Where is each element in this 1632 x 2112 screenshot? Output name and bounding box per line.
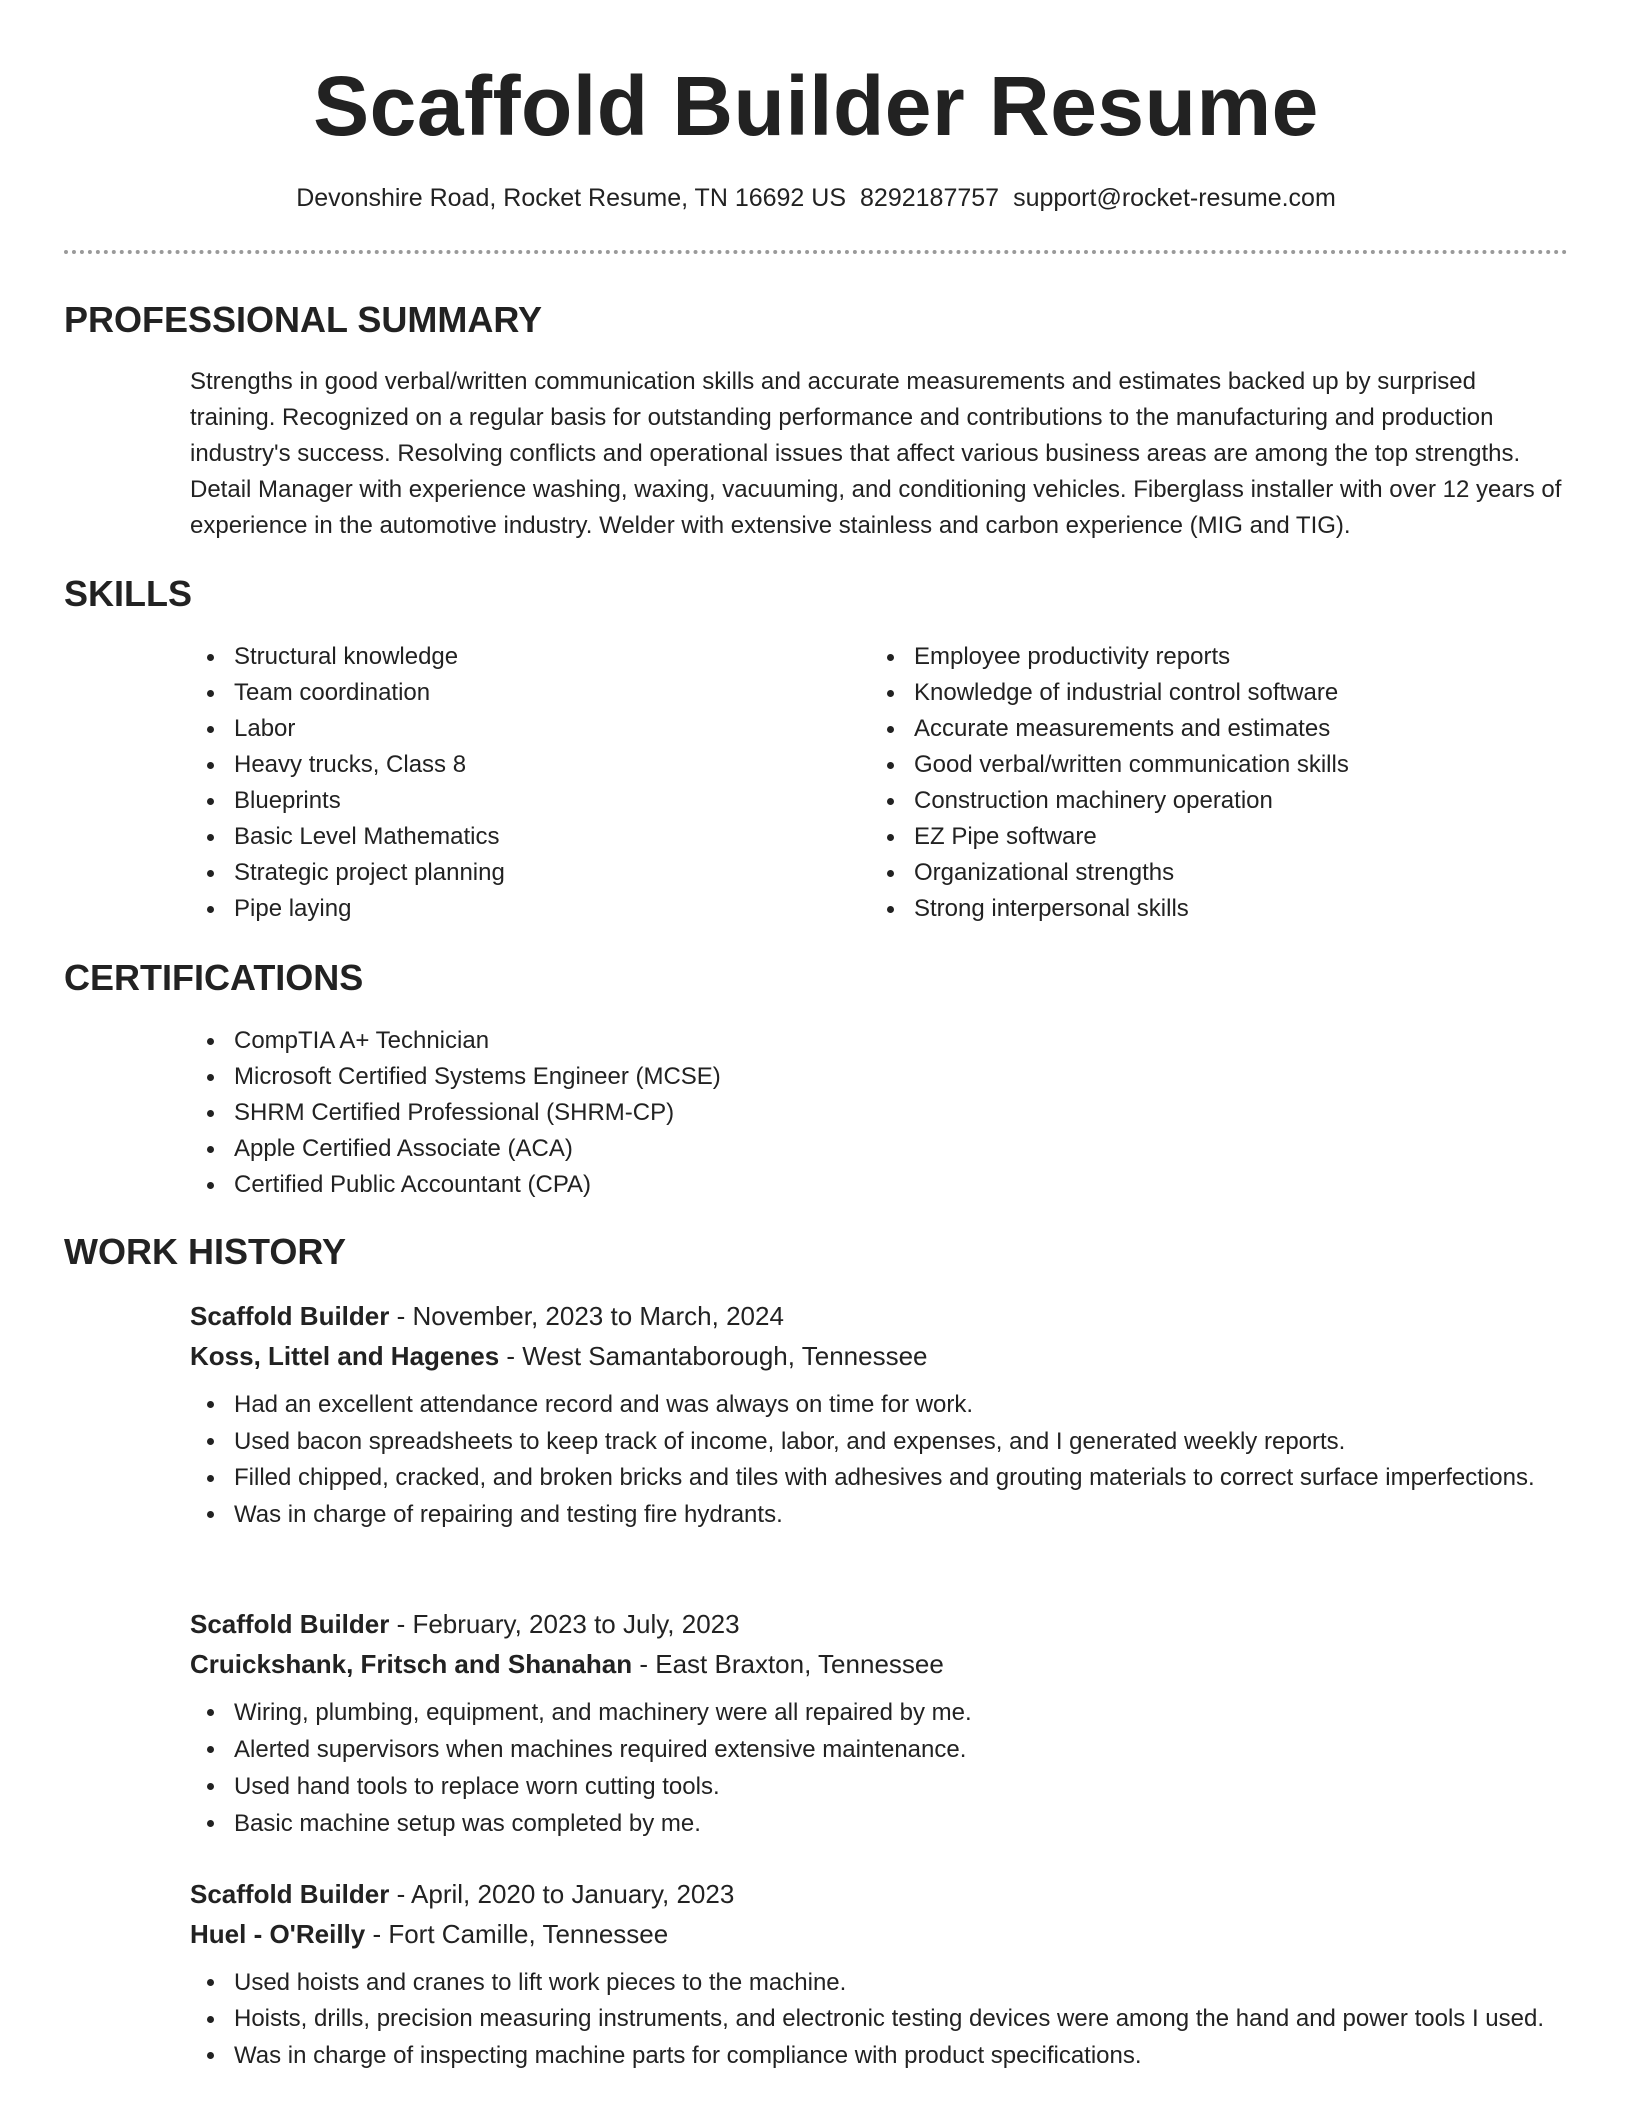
duty-item: Basic machine setup was completed by me. [234,1805,1568,1842]
job-role-line [190,1296,1568,1336]
job-location: - West Samantaborough, Tennessee [499,1341,928,1371]
duty-item: Was in charge of inspecting machine parts for compliance with product specifications. [234,2037,1568,2074]
duty-item: Used hoists and cranes to lift work pieces to the machine. [234,1964,1568,2001]
job-role-line [190,1874,1568,1914]
job-role-line [190,1604,1568,1644]
job-role: Scaffold Builder [190,1609,390,1639]
contact-phone: 8292187757 [860,184,1000,212]
job-role: Scaffold Builder [190,1879,390,1909]
duty-item: Hoists, drills, precision measuring instruments, and electronic testing devices were among the hand and power tools I used. [234,2001,1568,2037]
job-duties [190,1386,1568,1533]
skill-item: Structural knowledge [234,639,505,675]
certification-item: CompTIA A+ Technician [234,1023,721,1059]
job-location: - Fort Camille, Tennessee [365,1919,669,1949]
skill-item: Employee productivity reports [914,639,1349,675]
skill-item: Accurate measurements and estimates [914,711,1349,747]
job-entry [190,1604,1568,1842]
section-title-work-history: WORK HISTORY [64,1231,347,1272]
section-title-skills: SKILLS [64,573,193,614]
job-dates: - November, 2023 to March, 2024 [389,1301,784,1331]
section-title-summary: PROFESSIONAL SUMMARY [64,299,543,340]
job-company-line [190,1644,1568,1684]
skill-item: Heavy trucks, Class 8 [234,747,505,783]
job-company-line [190,1336,1568,1376]
job-duties [190,1694,1568,1842]
job-entry [190,1874,1568,2074]
skill-item: EZ Pipe software [914,819,1349,855]
job-location: - East Braxton, Tennessee [632,1649,944,1679]
skill-item: Organizational strengths [914,855,1349,891]
contact-address: Devonshire Road, Rocket Resume, TN 16692 US [296,184,847,212]
contact-email: support@rocket-resume.com [1013,184,1336,212]
summary-text: Strengths in good verbal/written communication skills and accurate measurements and estimates backed up by surprised training. Recognized on a regular basis for outstanding performance and contributions to the manufacturing and production industry's success. Resolving conflicts and operational issues that affect various business areas are among the top strengths. Detail Manager with experience washing, waxing, vacuuming, and conditioning vehicles. Fiberglass installer with over 12 years of experience in the automotive industry. Welder with extensive stainless and carbon experience (MIG and TIG). [190,368,1562,539]
certification-item: SHRM Certified Professional (SHRM-CP) [234,1095,721,1131]
duty-item: Used bacon spreadsheets to keep track of income, labor, and expenses, and I generated weekly reports. [234,1423,1568,1460]
certifications-list [190,1023,721,1203]
job-dates: - April, 2020 to January, 2023 [389,1879,735,1909]
job-company-line [190,1914,1568,1954]
duty-item: Used hand tools to replace worn cutting tools. [234,1768,1568,1805]
certification-item: Certified Public Accountant (CPA) [234,1167,721,1203]
job-dates: - February, 2023 to July, 2023 [389,1609,740,1639]
job-company: Cruickshank, Fritsch and Shanahan [190,1649,633,1679]
duty-item: Had an excellent attendance record and was always on time for work. [234,1386,1568,1423]
skill-item: Strong interpersonal skills [914,891,1349,927]
duty-item: Wiring, plumbing, equipment, and machinery were all repaired by me. [234,1694,1568,1731]
section-title-certifications: CERTIFICATIONS [64,957,364,998]
job-company: Huel - O'Reilly [190,1919,366,1949]
job-duties [190,1964,1568,2074]
duty-item: Filled chipped, cracked, and broken bricks and tiles with adhesives and grouting materials to correct surface imperfections. [234,1460,1568,1496]
skill-item: Labor [234,711,505,747]
job-entry [190,1296,1568,1533]
skill-item: Construction machinery operation [914,783,1349,819]
skills-list-left [190,639,505,927]
certification-item: Apple Certified Associate (ACA) [234,1131,721,1167]
skill-item: Blueprints [234,783,505,819]
skill-item: Team coordination [234,675,505,711]
duty-item: Alerted supervisors when machines required extensive maintenance. [234,1731,1568,1768]
skill-item: Basic Level Mathematics [234,819,505,855]
job-role: Scaffold Builder [190,1301,390,1331]
job-company: Koss, Littel and Hagenes [190,1341,500,1371]
duty-item: Was in charge of repairing and testing fire hydrants. [234,1496,1568,1533]
resume-title: Scaffold Builder Resume [313,59,1319,153]
contact-line [64,182,1568,214]
skill-item: Good verbal/written communication skills [914,747,1349,783]
certification-item: Microsoft Certified Systems Engineer (MCSE) [234,1059,721,1095]
skill-item: Strategic project planning [234,855,505,891]
skill-item: Pipe laying [234,891,505,927]
header-divider [64,250,1568,254]
skills-list-right [870,639,1349,927]
skill-item: Knowledge of industrial control software [914,675,1349,711]
